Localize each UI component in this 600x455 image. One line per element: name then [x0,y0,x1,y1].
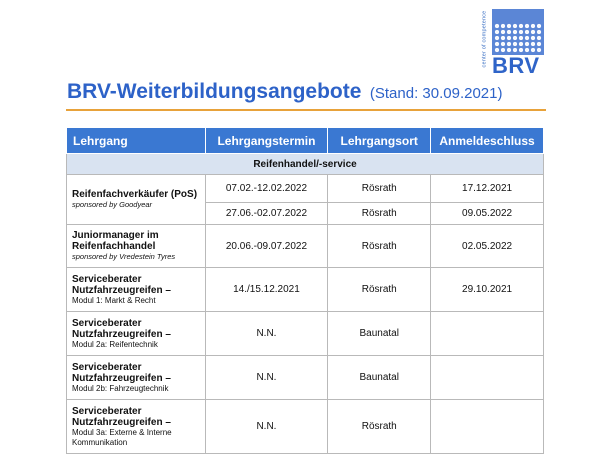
date-cell: 07.02.-12.02.2022 [205,175,328,203]
location-cell: Baunatal [328,356,431,400]
location-cell: Baunatal [328,312,431,356]
location-cell: Rösrath [328,268,431,312]
course-cell [67,400,206,454]
table-row [67,356,544,400]
course-sponsor: sponsored by Vredestein Tyres [72,252,176,261]
date-cell: 27.06.-02.07.2022 [205,203,328,225]
table-header-row [67,128,544,154]
course-sponsor: sponsored by Goodyear [72,200,153,209]
date-cell: 20.06.-09.07.2022 [205,225,328,268]
table-row [67,268,544,312]
header-lehrgang: Lehrgang [67,128,206,154]
table-row [67,400,544,454]
course-name: Serviceberater Nutzfahrzeugreifen – [72,273,171,296]
deadline-cell [431,400,544,454]
deadline-cell [431,312,544,356]
deadline-cell: 02.05.2022 [431,225,544,268]
date-cell: 14./15.12.2021 [205,268,328,312]
course-name: Serviceberater Nutzfahrzeugreifen – [72,317,171,340]
course-name: Reifenfachverkäufer (PoS) [72,189,198,200]
location-cell: Rösrath [328,400,431,454]
course-cell [67,225,206,268]
date-cell: N.N. [205,400,328,454]
deadline-cell [431,356,544,400]
section-label: Reifenhandel/-service [67,154,544,175]
date-cell: N.N. [205,312,328,356]
table-row [67,175,544,203]
header-anmeldeschluss: Anmeldeschluss [431,128,544,154]
course-cell [67,312,206,356]
logo-tagline: center of competence [481,10,488,68]
deadline-cell: 17.12.2021 [431,175,544,203]
header-termin: Lehrgangstermin [205,128,328,154]
course-module: Modul 3a: Externe & Interne Kommunikation [72,427,172,447]
course-name: Serviceberater Nutzfahrzeugreifen – [72,405,171,428]
course-module: Modul 2a: Reifentechnik [72,339,158,349]
table-row [67,225,544,268]
course-cell [67,268,206,312]
logo-dot-pattern [492,9,544,55]
title-stand: (Stand: 30.09.2021) [369,85,503,102]
section-row [67,154,544,175]
table-row [67,312,544,356]
page-title [67,80,502,104]
header-ort: Lehrgangsort [328,128,431,154]
location-cell: Rösrath [328,175,431,203]
location-cell: Rösrath [328,225,431,268]
location-cell: Rösrath [328,203,431,225]
title-divider [66,109,546,111]
course-cell [67,175,206,225]
title-main: BRV-Weiterbildungsangebote [67,80,362,103]
course-cell [67,356,206,400]
course-table [66,127,544,454]
course-module: Modul 1: Markt & Recht [72,295,156,305]
deadline-cell: 09.05.2022 [431,203,544,225]
course-module: Modul 2b: Fahrzeugtechnik [72,383,169,393]
course-name: Serviceberater Nutzfahrzeugreifen – [72,361,171,384]
course-name: Juniormanager im Reifenfachhandel [72,230,159,252]
deadline-cell: 29.10.2021 [431,268,544,312]
date-cell: N.N. [205,356,328,400]
brv-logo [482,9,544,77]
logo-brand: BRV [492,53,540,78]
